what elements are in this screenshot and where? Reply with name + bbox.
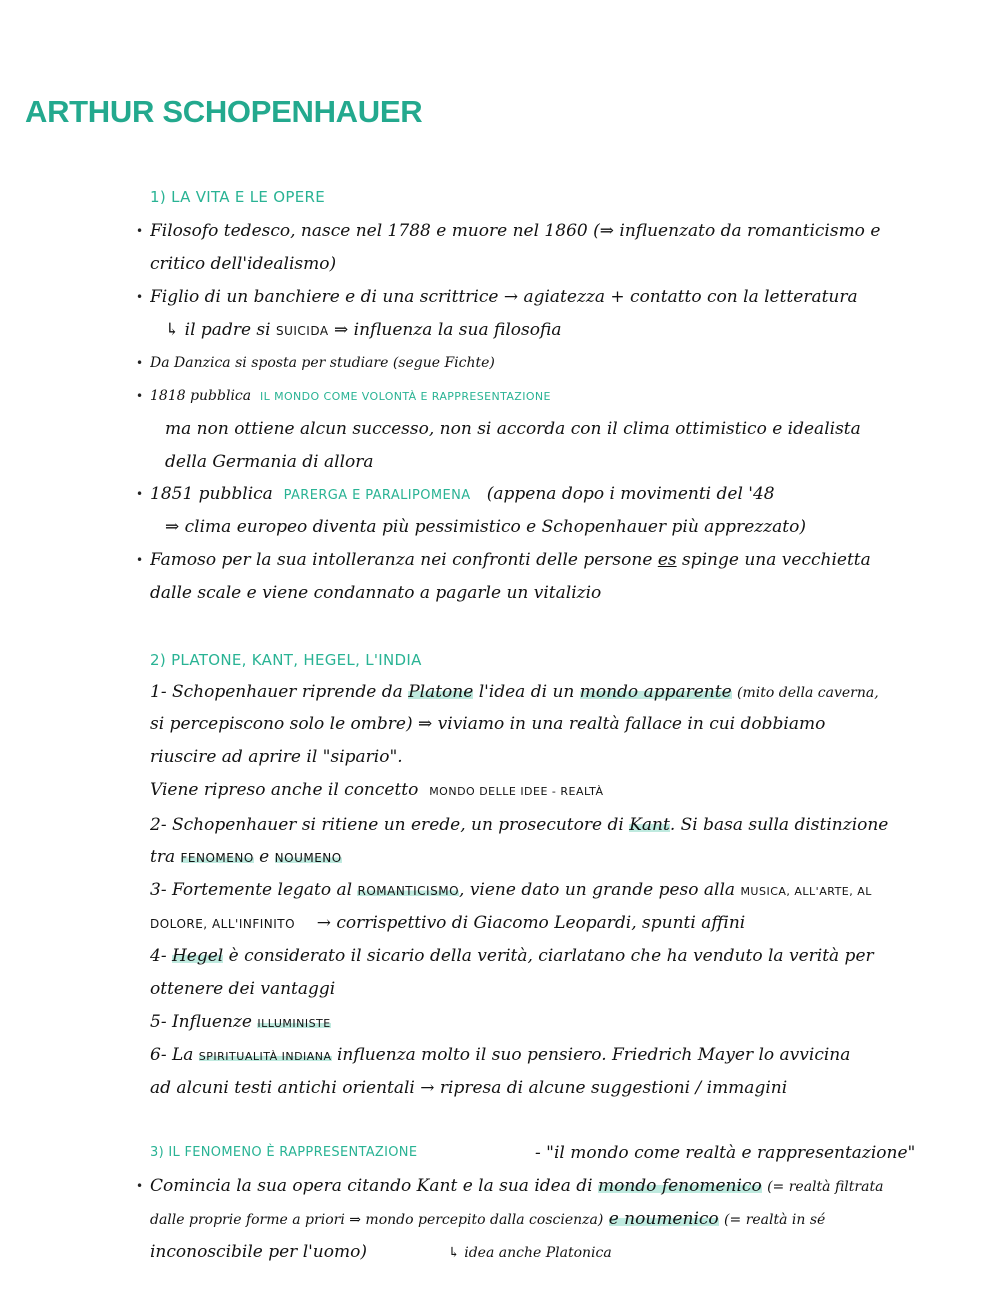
bullet-dot: • [136, 487, 144, 501]
text-fragment: spinge una vecchietta [682, 550, 871, 570]
keyword: MUSICA, ALL'ARTE, AL [740, 885, 872, 898]
text-fragment: tra [150, 847, 176, 867]
keyword: MONDO DELLE IDEE - REALTÀ [429, 785, 604, 798]
text-line: riuscire ad aprire il "sipario". [150, 747, 403, 767]
text-line [150, 1203, 995, 1235]
text-line [150, 1006, 995, 1038]
highlight: mondo apparente [579, 682, 732, 702]
keyword: DOLORE, ALL'INFINITO [150, 917, 296, 931]
quote-line: - "il mondo come realtà e rappresentazione" [535, 1143, 916, 1163]
text-fragment: 5- Influenze [150, 1012, 252, 1032]
text-fragment: Famoso per la sua intolleranza nei confronti delle persone [150, 550, 653, 570]
bullet-dot: • [136, 356, 144, 370]
text-fragment: , viene dato un grande peso alla [459, 880, 736, 900]
highlight: Platone [408, 682, 474, 702]
text-line: ⇒ clima europeo diventa più pessimistico e Schopenhauer più apprezzato) [165, 517, 807, 537]
text-line: ad alcuni testi antichi orientali → ripresa di alcune suggestioni / immagini [150, 1078, 788, 1098]
book-title: PARERGA E PARALIPOMENA [283, 488, 471, 503]
text-fragment: (= realtà in sé [724, 1212, 826, 1228]
text-line: della Germania di allora [165, 452, 374, 472]
bullet-dot: • [136, 1179, 144, 1193]
text-line [150, 841, 995, 873]
text-fragment: → corrispettivo di Giacomo Leopardi, spunti affini [316, 913, 746, 933]
text-fragment: ⇒ influenza la sua filosofia [334, 320, 562, 340]
text-line: ottenere dei vantaggi [150, 979, 336, 999]
highlight: mondo fenomenico [598, 1176, 762, 1196]
text-fragment: dalle proprie forme a priori ⇒ mondo percepito dalla coscienza) [150, 1212, 604, 1228]
text-line: dalle scale e viene condannato a pagarle un vitalizio [150, 583, 602, 603]
bullet-dot: • [136, 389, 144, 403]
text-fragment: ↳ idea anche Platonica [448, 1245, 612, 1261]
text-fragment: (= realtà filtrata [767, 1179, 884, 1195]
section-heading-1: 1) LA VITA E LE OPERE [150, 188, 325, 206]
text-line [150, 544, 995, 576]
text-line: Filosofo tedesco, nasce nel 1788 e muore nel 1860 (⇒ influenzato da romanticismo e [150, 221, 881, 241]
text-line [150, 940, 995, 972]
bullet-dot: • [136, 290, 144, 304]
bullet-dot: • [136, 224, 144, 238]
text-fragment: Viene ripreso anche il concetto [150, 780, 419, 800]
text-line [150, 809, 995, 841]
text-line: Da Danzica si sposta per studiare (segue Fichte) [150, 355, 495, 371]
text-fragment: 6- La [150, 1045, 194, 1065]
text-line: critico dell'idealismo) [150, 254, 337, 274]
text-line [150, 380, 995, 412]
text-line [150, 774, 995, 806]
keyword: FENOMENO [180, 851, 254, 865]
highlight: Kant [629, 815, 670, 835]
text-line [150, 874, 995, 906]
bullet-dot: • [136, 553, 144, 567]
text-fragment: . Si basa sulla distinzione [669, 815, 889, 835]
text-fragment: influenza molto il suo pensiero. Friedrich Mayer lo avvicina [336, 1045, 851, 1065]
text-line [150, 676, 995, 708]
text-line [165, 314, 995, 346]
text-fragment: inconoscibile per l'uomo) [150, 1242, 367, 1262]
text-line [150, 907, 995, 939]
text-line [150, 1170, 995, 1202]
text-fragment: 1851 pubblica [150, 484, 273, 504]
text-fragment: (appena dopo i movimenti del '48 [486, 484, 775, 504]
section-heading-2: 2) PLATONE, KANT, HEGEL, L'INDIA [150, 651, 422, 669]
section-heading-3: 3) IL FENOMENO È RAPPRESENTAZIONE [150, 1145, 418, 1160]
keyword: ILLUMINISTE [257, 1017, 331, 1030]
text-line: ma non ottiene alcun successo, non si accorda con il clima ottimistico e idealista [165, 419, 861, 439]
keyword: NOUMENO [274, 851, 342, 865]
text-fragment: 1818 pubblica [150, 388, 252, 404]
keyword: ROMANTICISMO [357, 884, 460, 898]
text-line [150, 1039, 995, 1071]
text-line: Figlio di un banchiere e di una scrittrice → agiatezza + contatto con la letteratura [150, 287, 858, 307]
text-fragment: 2- Schopenhauer si ritiene un erede, un prosecutore di [150, 815, 624, 835]
highlight: Hegel [171, 946, 224, 966]
text-line: si percepiscono solo le ombre) ⇒ viviamo in una realtà fallace in cui dobbiamo [150, 714, 826, 734]
keyword: SPIRITUALITÀ INDIANA [198, 1050, 332, 1063]
text-fragment: (mito della caverna, [737, 685, 879, 701]
text-fragment: l'idea di un [478, 682, 575, 702]
keyword: SUICIDA [275, 324, 329, 338]
text-fragment: e [259, 847, 270, 867]
text-line [150, 1236, 995, 1268]
text-fragment: Comincia la sua opera citando Kant e la sua idea di [150, 1176, 593, 1196]
book-title: IL MONDO COME VOLONTÀ E RAPPRESENTAZIONE [260, 390, 551, 403]
text-line [150, 478, 995, 510]
text-fragment: è considerato il sicario della verità, ciarlatano che ha venduto la verità per [228, 946, 874, 966]
example-marker: es [657, 550, 677, 570]
text-fragment: ↳ il padre si [165, 320, 271, 340]
page-title: ARTHUR SCHOPENHAUER [25, 94, 423, 129]
text-fragment: 3- Fortemente legato al [150, 880, 353, 900]
highlight: e noumenico [608, 1209, 719, 1229]
text-fragment: 1- Schopenhauer riprende da [150, 682, 403, 702]
text-fragment: 4- [150, 946, 167, 966]
